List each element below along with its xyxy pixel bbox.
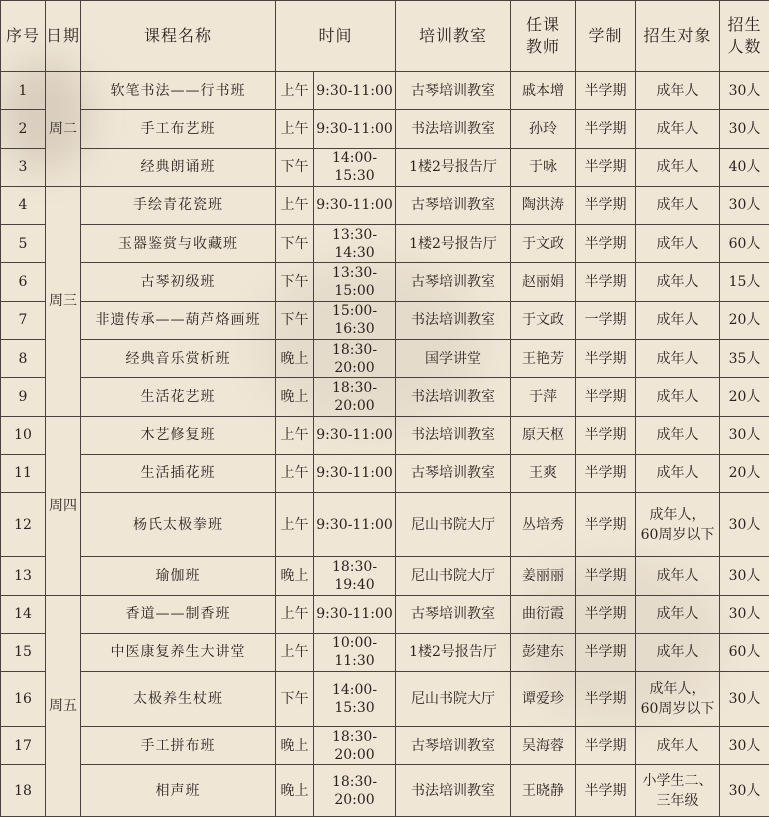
cell-course: 经典音乐赏析班 (81, 339, 276, 377)
table-row (1, 416, 769, 454)
cell-period: 晚上 (276, 765, 314, 817)
cell-room: 1楼2号报告厅 (396, 148, 511, 186)
cell-teacher: 于文政 (511, 225, 576, 263)
cell-quota: 30人 (720, 186, 769, 224)
table-row (1, 301, 769, 339)
cell-teacher: 王爽 (511, 454, 576, 492)
cell-room: 书法培训教室 (396, 765, 511, 817)
cell-period: 上午 (276, 493, 314, 557)
cell-target: 成年人 (636, 378, 720, 416)
cell-course: 玉器鉴赏与收藏班 (81, 225, 276, 263)
cell-course: 瑜伽班 (81, 557, 276, 595)
cell-course: 手绘青花瓷班 (81, 186, 276, 224)
cell-quota: 20人 (720, 301, 769, 339)
cell-room: 尼山书院大厅 (396, 672, 511, 727)
cell-target: 成年人 (636, 595, 720, 633)
cell-time: 14:00-15:30 (314, 148, 396, 186)
table-row (1, 765, 769, 817)
cell-target: 成年人 (636, 301, 720, 339)
cell-quota: 15人 (720, 263, 769, 301)
cell-no: 9 (1, 378, 46, 416)
cell-term: 半学期 (576, 595, 636, 633)
cell-period: 晚上 (276, 557, 314, 595)
cell-teacher: 曲衍霞 (511, 595, 576, 633)
cell-target: 成年人 (636, 72, 720, 110)
cell-period: 晚上 (276, 378, 314, 416)
cell-room: 尼山书院大厅 (396, 493, 511, 557)
table-row (1, 454, 769, 492)
cell-term: 半学期 (576, 557, 636, 595)
cell-no: 18 (1, 765, 46, 817)
cell-quota: 20人 (720, 454, 769, 492)
table-row (1, 493, 769, 557)
table-row (1, 557, 769, 595)
cell-period: 晚上 (276, 726, 314, 764)
cell-target: 成年人 (636, 633, 720, 671)
table-row (1, 186, 769, 224)
cell-quota: 60人 (720, 633, 769, 671)
cell-time: 13:30-15:00 (314, 263, 396, 301)
cell-target: 小学生二、 三年级 (636, 765, 720, 817)
cell-target: 成年人 (636, 186, 720, 224)
cell-time: 18:30-19:40 (314, 557, 396, 595)
cell-no: 12 (1, 493, 46, 557)
cell-teacher: 吴海蓉 (511, 726, 576, 764)
cell-no: 8 (1, 339, 46, 377)
cell-room: 古琴培训教室 (396, 186, 511, 224)
cell-course: 生活插花班 (81, 454, 276, 492)
cell-term: 半学期 (576, 726, 636, 764)
header-teacher: 任课 教师 (511, 1, 576, 72)
cell-teacher: 王艳芳 (511, 339, 576, 377)
cell-term: 半学期 (576, 72, 636, 110)
cell-time: 18:30-20:00 (314, 378, 396, 416)
cell-no: 5 (1, 225, 46, 263)
cell-no: 2 (1, 110, 46, 148)
cell-teacher: 原天枢 (511, 416, 576, 454)
cell-quota: 30人 (720, 493, 769, 557)
cell-term: 半学期 (576, 186, 636, 224)
cell-no: 13 (1, 557, 46, 595)
cell-quota: 30人 (720, 765, 769, 817)
cell-teacher: 谭爱珍 (511, 672, 576, 727)
cell-target: 成年人 (636, 110, 720, 148)
cell-teacher: 姜丽丽 (511, 557, 576, 595)
cell-room: 古琴培训教室 (396, 726, 511, 764)
header-quota: 招生 人数 (720, 1, 769, 72)
cell-no: 4 (1, 186, 46, 224)
header-time: 时间 (276, 1, 396, 72)
header-room: 培训教室 (396, 1, 511, 72)
table-row (1, 595, 769, 633)
cell-period: 下午 (276, 301, 314, 339)
cell-time: 10:00-11:30 (314, 633, 396, 671)
cell-no: 15 (1, 633, 46, 671)
cell-target: 成年人 (636, 225, 720, 263)
cell-quota: 30人 (720, 595, 769, 633)
cell-course: 生活花艺班 (81, 378, 276, 416)
cell-period: 上午 (276, 186, 314, 224)
cell-course: 经典朗诵班 (81, 148, 276, 186)
cell-course: 相声班 (81, 765, 276, 817)
cell-teacher: 王晓静 (511, 765, 576, 817)
cell-course: 太极养生杖班 (81, 672, 276, 727)
cell-course: 古琴初级班 (81, 263, 276, 301)
cell-course: 软笔书法——行书班 (81, 72, 276, 110)
cell-time: 9:30-11:00 (314, 186, 396, 224)
cell-room: 书法培训教室 (396, 416, 511, 454)
cell-target: 成年人 (636, 339, 720, 377)
cell-term: 半学期 (576, 633, 636, 671)
cell-period: 上午 (276, 633, 314, 671)
cell-time: 9:30-11:00 (314, 110, 396, 148)
table-row (1, 225, 769, 263)
cell-no: 17 (1, 726, 46, 764)
cell-period: 上午 (276, 110, 314, 148)
table-row (1, 672, 769, 727)
cell-term: 半学期 (576, 263, 636, 301)
cell-time: 18:30-20:00 (314, 339, 396, 377)
cell-course: 香道——制香班 (81, 595, 276, 633)
cell-term: 半学期 (576, 416, 636, 454)
cell-time: 9:30-11:00 (314, 454, 396, 492)
cell-period: 上午 (276, 595, 314, 633)
cell-term: 半学期 (576, 148, 636, 186)
cell-quota: 40人 (720, 148, 769, 186)
cell-time: 18:30-20:00 (314, 726, 396, 764)
cell-teacher: 于文政 (511, 301, 576, 339)
cell-time: 13:30-14:30 (314, 225, 396, 263)
cell-no: 6 (1, 263, 46, 301)
cell-quota: 30人 (720, 672, 769, 727)
cell-course: 木艺修复班 (81, 416, 276, 454)
cell-room: 书法培训教室 (396, 110, 511, 148)
cell-course: 杨氏太极拳班 (81, 493, 276, 557)
header-day: 日期 (46, 1, 81, 72)
cell-quota: 60人 (720, 225, 769, 263)
cell-course: 中医康复养生大讲堂 (81, 633, 276, 671)
cell-room: 古琴培训教室 (396, 72, 511, 110)
cell-room: 书法培训教室 (396, 378, 511, 416)
table-row (1, 263, 769, 301)
table-row (1, 378, 769, 416)
cell-room: 国学讲堂 (396, 339, 511, 377)
cell-time: 9:30-11:00 (314, 72, 396, 110)
header-term: 学制 (576, 1, 636, 72)
header-course: 课程名称 (81, 1, 276, 72)
cell-room: 尼山书院大厅 (396, 557, 511, 595)
cell-day: 周三 (46, 186, 81, 416)
cell-course: 非遗传承——葫芦烙画班 (81, 301, 276, 339)
table-row (1, 148, 769, 186)
cell-target: 成年人 (636, 726, 720, 764)
cell-time: 9:30-11:00 (314, 493, 396, 557)
cell-time: 14:00-15:30 (314, 672, 396, 727)
cell-teacher: 戚本增 (511, 72, 576, 110)
cell-period: 下午 (276, 263, 314, 301)
cell-room: 1楼2号报告厅 (396, 633, 511, 671)
cell-teacher: 于萍 (511, 378, 576, 416)
cell-period: 下午 (276, 225, 314, 263)
cell-time: 9:30-11:00 (314, 595, 396, 633)
cell-day: 周五 (46, 595, 81, 816)
cell-period: 下午 (276, 148, 314, 186)
cell-quota: 20人 (720, 378, 769, 416)
table-row (1, 339, 769, 377)
cell-target: 成年人 (636, 557, 720, 595)
cell-no: 10 (1, 416, 46, 454)
cell-room: 古琴培训教室 (396, 595, 511, 633)
table-row (1, 110, 769, 148)
cell-course: 手工拼布班 (81, 726, 276, 764)
cell-day: 周四 (46, 416, 81, 595)
cell-period: 上午 (276, 416, 314, 454)
cell-quota: 30人 (720, 557, 769, 595)
cell-time: 9:30-11:00 (314, 416, 396, 454)
cell-teacher: 赵丽娟 (511, 263, 576, 301)
cell-time: 15:00-16:30 (314, 301, 396, 339)
cell-quota: 30人 (720, 416, 769, 454)
cell-term: 一学期 (576, 301, 636, 339)
cell-time: 18:30-20:00 (314, 765, 396, 817)
table-row (1, 633, 769, 671)
cell-term: 半学期 (576, 225, 636, 263)
table-row (1, 72, 769, 110)
cell-target: 成年人， 60周岁以下 (636, 672, 720, 727)
cell-teacher: 彭建东 (511, 633, 576, 671)
cell-target: 成年人， 60周岁以下 (636, 493, 720, 557)
cell-no: 14 (1, 595, 46, 633)
cell-course: 手工布艺班 (81, 110, 276, 148)
cell-period: 下午 (276, 672, 314, 727)
cell-quota: 30人 (720, 72, 769, 110)
cell-term: 半学期 (576, 378, 636, 416)
cell-teacher: 于咏 (511, 148, 576, 186)
cell-no: 7 (1, 301, 46, 339)
cell-term: 半学期 (576, 672, 636, 727)
cell-term: 半学期 (576, 110, 636, 148)
cell-teacher: 陶洪涛 (511, 186, 576, 224)
cell-room: 古琴培训教室 (396, 454, 511, 492)
header-no: 序号 (1, 1, 46, 72)
cell-target: 成年人 (636, 416, 720, 454)
cell-quota: 35人 (720, 339, 769, 377)
cell-term: 半学期 (576, 493, 636, 557)
cell-day: 周二 (46, 72, 81, 187)
cell-room: 书法培训教室 (396, 301, 511, 339)
cell-target: 成年人 (636, 263, 720, 301)
cell-term: 半学期 (576, 765, 636, 817)
header-target: 招生对象 (636, 1, 720, 72)
cell-period: 上午 (276, 454, 314, 492)
cell-term: 半学期 (576, 454, 636, 492)
cell-quota: 30人 (720, 726, 769, 764)
cell-teacher: 丛培秀 (511, 493, 576, 557)
cell-teacher: 孙玲 (511, 110, 576, 148)
cell-no: 11 (1, 454, 46, 492)
cell-period: 上午 (276, 72, 314, 110)
cell-term: 半学期 (576, 339, 636, 377)
header-row (1, 1, 769, 72)
cell-no: 3 (1, 148, 46, 186)
cell-room: 1楼2号报告厅 (396, 225, 511, 263)
cell-no: 1 (1, 72, 46, 110)
cell-quota: 30人 (720, 110, 769, 148)
cell-period: 晚上 (276, 339, 314, 377)
cell-no: 16 (1, 672, 46, 727)
table-row (1, 726, 769, 764)
cell-target: 成年人 (636, 454, 720, 492)
cell-target: 成年人 (636, 148, 720, 186)
cell-room: 古琴培训教室 (396, 263, 511, 301)
